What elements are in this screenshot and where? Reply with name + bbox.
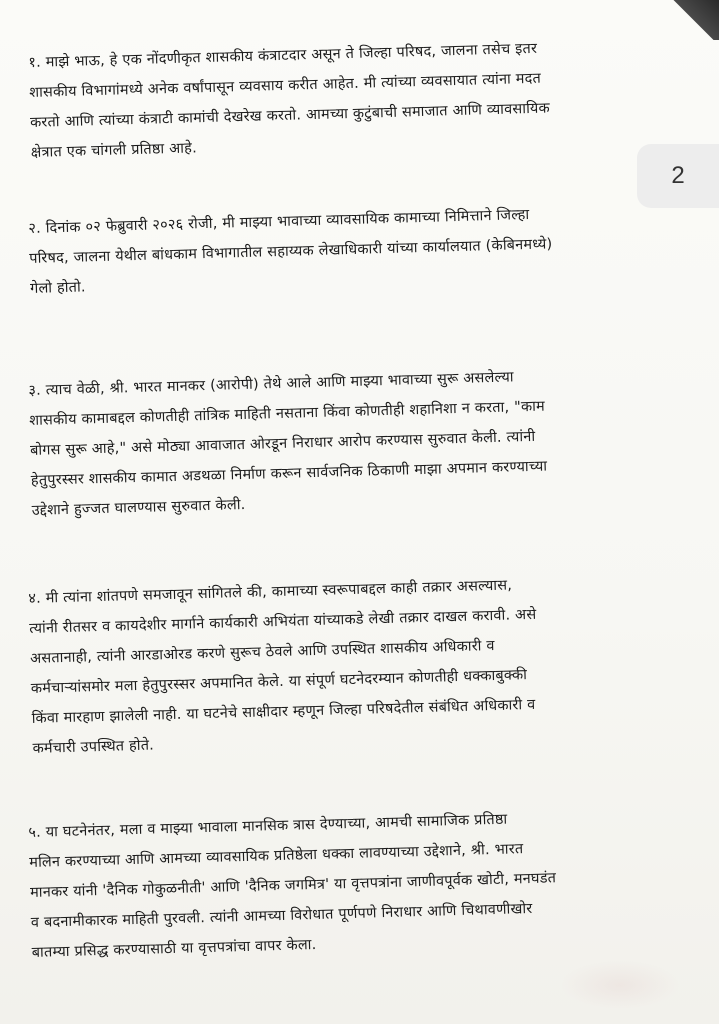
paragraph-line: बातम्या प्रसिद्ध करण्यासाठी या वृत्तपत्रांचा वापर केला. <box>31 936 317 961</box>
ink-smudge <box>560 960 680 1010</box>
paragraph-line: व बदनामीकारक माहिती पुरवली. त्यांनी आमच्या विरोधात पूर्णपणे निराधार आणि चिथावणीखोर <box>30 900 533 931</box>
paragraph-line: शासकीय कामाबद्दल कोणतीही तांत्रिक माहिती नसताना किंवा कोणतीही शहानिशा न करता, "काम <box>29 398 546 429</box>
paragraph-5 <box>28 800 664 968</box>
paragraph-line: गेलो होतो. <box>29 279 86 297</box>
paragraph-line: किंवा मारहाण झालेली नाही. या घटनेचे साक्षीदार म्हणून जिल्हा परिषदेतील संबंधित अधिकारी व <box>31 696 536 727</box>
paragraph-line: हेतुपुरस्सर शासकीय कामात अडथळा निर्माण करून सार्वजनिक ठिकाणी माझा अपमान करण्याच्या <box>30 458 548 489</box>
paragraph-line: कर्मचारी उपस्थित होते. <box>32 737 155 757</box>
paragraph-line: बोगस सुरू आहे," असे मोठ्या आवाजात ओरडून निराधार आरोप करण्यास सुरुवात केली. त्यांनी <box>29 428 536 459</box>
paragraph-line: ५. या घटनेनंतर, मला व माझ्या भावाला मानसिक त्रास देण्याच्या, आमची सामाजिक प्रतिष्ठा <box>28 811 508 841</box>
page-corner-fold <box>659 0 719 40</box>
paragraph-line: उद्देशाने हुज्जत घालण्यास सुरुवात केली. <box>31 496 246 519</box>
paragraph-line: मलिन करण्याच्या आणि आमच्या व्यावसायिक प्रतिष्ठेला धक्का लावण्याच्या उद्देशाने, श्री. भारत <box>29 841 524 871</box>
paragraph-line: करतो आणि त्यांच्या कंत्राटी कामांची देखरेख करतो. आमच्या कुटुंबाची समाजात आणि व्यावसायिक <box>29 100 551 131</box>
paragraph-line: परिषद, जालना येथील बांधकाम विभागातील सहाय्यक लेखाधिकारी यांच्या कार्यालयात (केबिनमध्ये) <box>29 236 553 267</box>
paragraph-line: ४. मी त्यांना शांतपणे समजावून सांगितले की, कामाच्या स्वरूपाबद्दल काही तक्रार असल्यास, <box>28 577 513 607</box>
paragraph-line: २. दिनांक ०२ फेब्रुवारी २०२६ रोजी, मी माझ्या भावाच्या व्यावसायिक कामाच्या निमित्ताने जिल्हा <box>28 207 530 237</box>
paragraph-2 <box>28 196 662 304</box>
paragraph-line: क्षेत्रात एक चांगली प्रतिष्ठा आहे. <box>30 140 198 161</box>
paragraph-line: ३. त्याच वेळी, श्री. भारत मानकर (आरोपी) तेथे आले आणि माझ्या भावाच्या सुरू असलेल्या <box>28 369 514 399</box>
paragraph-line: मानकर यांनी 'दैनिक गोकुळनीती' आणि 'दैनिक जगमित्र' या वृत्तपत्रांना जाणीवपूर्वक खोटी, मनघडंत <box>29 870 557 901</box>
paragraph-line: त्यांनी रीतसर व कायदेशीर मार्गाने कार्यकारी अभियंता यांच्याकडे लेखी तक्रार दाखल करावी. असे <box>29 606 537 637</box>
paragraph-line: १. माझे भाऊ, हे एक नोंदणीकृत शासकीय कंत्राटदार असून ते जिल्हा परिषद, जालना तसेच इतर <box>28 40 538 71</box>
paragraph-line: शासकीय विभागांमध्ये अनेक वर्षांपासून व्यवसाय करीत आहेत. मी त्यांच्या व्यवसायात त्यांना मदत <box>29 70 542 101</box>
paragraph-1 <box>28 30 663 168</box>
paragraph-3 <box>28 359 642 526</box>
paragraph-line: असतानाही, त्यांनी आरडाओरड करणे सुरूच ठेवले आणि उपस्थित शासकीय अधिकारी व <box>29 637 495 667</box>
paragraph-line: कर्मचाऱ्यांसमोर मला हेतुपुरस्सर अपमानित केले. या संपूर्ण घटनेदरम्यान कोणतीही धक्काबुक्की <box>30 667 528 697</box>
page-number: 2 <box>671 162 685 189</box>
paragraph-4 <box>28 566 665 764</box>
